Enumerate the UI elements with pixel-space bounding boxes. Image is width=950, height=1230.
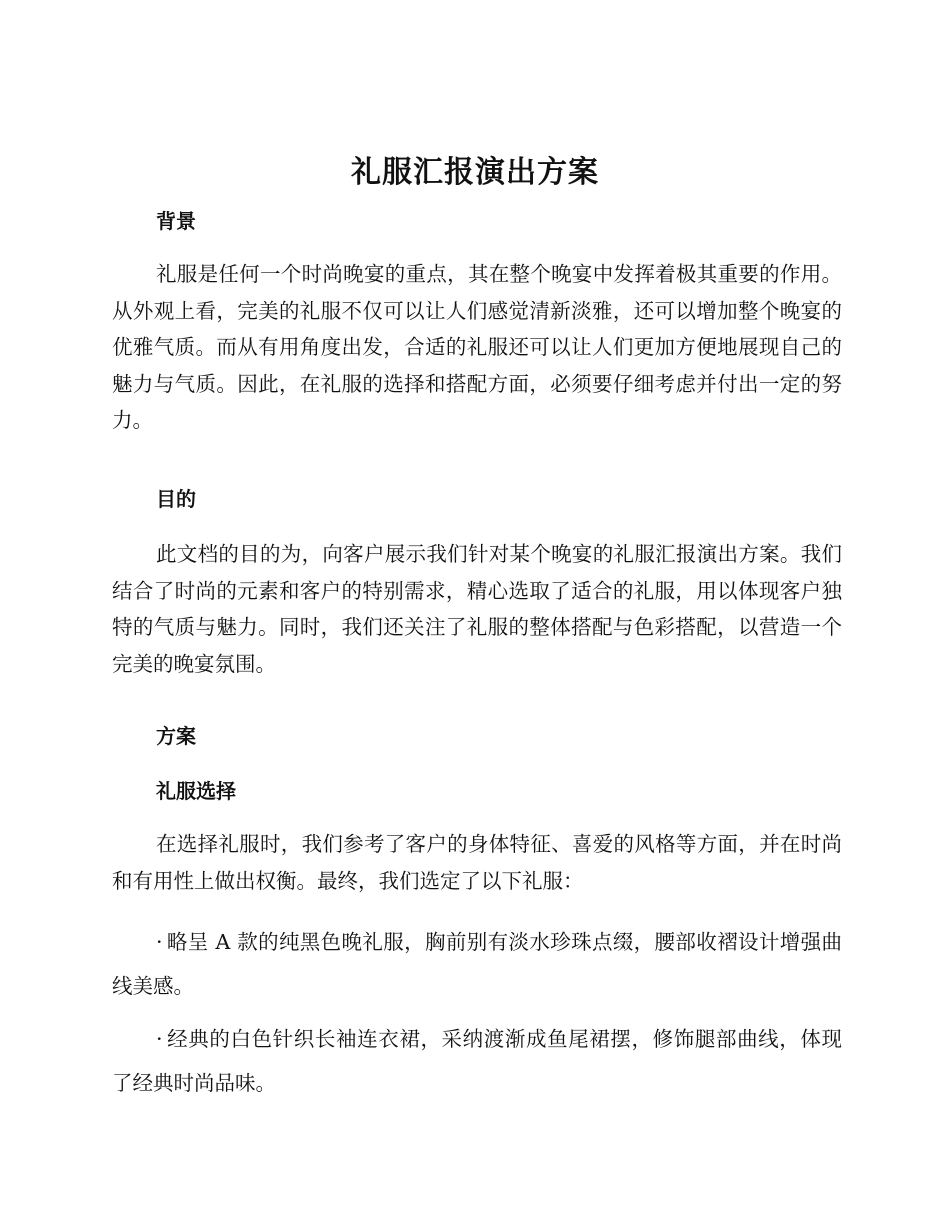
bullet-marker: · — [156, 930, 163, 954]
list-item-text: 略呈 A 款的纯黑色晚礼服，胸前别有淡水珍珠点缀，腰部收褶设计增强曲线美感。 — [112, 930, 842, 998]
list-item — [112, 1017, 842, 1105]
list-item-text: 经典的白色针织长袖连衣裙，采纳渡渐成鱼尾裙摆，修饰腿部曲线，体现了经典时尚品味。 — [112, 1027, 842, 1095]
section-body-purpose: 此文档的目的为，向客户展示我们针对某个晚宴的礼服汇报演出方案。我们结合了时尚的元素和客户的特别需求，精心选取了适合的礼服，用以体现客户独特的气质与魅力。同时，我们还关注了礼服的整体搭配与色彩搭配，以营造一个完美的晚宴氛围。 — [112, 542, 842, 676]
section-body-background: 礼服是任何一个时尚晚宴的重点，其在整个晚宴中发挥着极其重要的作用。从外观上看，完美的礼服不仅可以让人们感觉清新淡雅，还可以增加整个晚宴的优雅气质。而从有用角度出发，合适的礼服还可以让人们更加方便地展现自己的魅力与气质。因此，在礼服的选择和搭配方面，必须要仔细考虑并付出一定的努力。 — [112, 262, 842, 432]
section-heading-plan: 方案 — [156, 724, 196, 748]
section-heading-background: 背景 — [156, 209, 196, 233]
section-heading-dress-selection: 礼服选择 — [156, 779, 236, 803]
bullet-marker: · — [156, 1027, 163, 1051]
section-heading-purpose: 目的 — [156, 487, 196, 511]
list-item — [112, 920, 842, 1008]
document-title: 礼服汇报演出方案 — [351, 155, 599, 190]
section-body-dress-selection: 在选择礼服时，我们参考了客户的身体特征、喜爱的风格等方面，并在时尚和有用性上做出权衡。最终，我们选定了以下礼服： — [112, 832, 842, 893]
